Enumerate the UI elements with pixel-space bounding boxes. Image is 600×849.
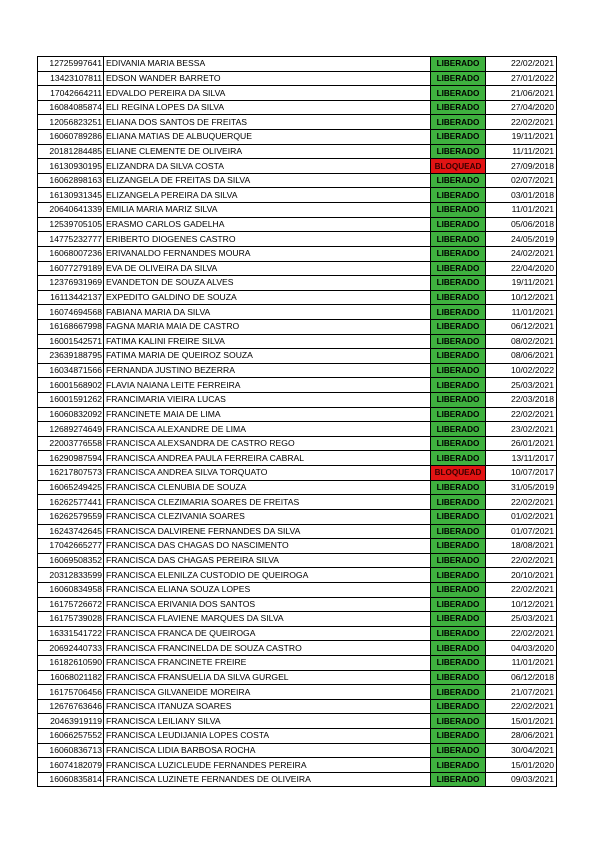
id-cell: 12725997641 [38,57,104,72]
table-row [38,772,557,787]
name-cell: FRANCISCA ALEXANDRE DE LIMA [104,422,431,437]
date-cell: 22/03/2018 [486,393,557,408]
date-cell: 09/03/2021 [486,772,557,787]
name-cell: FRANCISCA ALEXSANDRA DE CASTRO REGO [104,436,431,451]
name-cell: FRANCISCA FRANSUELIA DA SILVA GURGEL [104,670,431,685]
table-row [38,612,557,627]
table-row [38,261,557,276]
status-cell: LIBERADO [431,495,486,510]
name-cell: FERNANDA JUSTINO BEZERRA [104,363,431,378]
status-cell: LIBERADO [431,524,486,539]
name-cell: FRANCISCA DAS CHAGAS DO NASCIMENTO [104,539,431,554]
id-cell: 16074182079 [38,758,104,773]
status-cell: LIBERADO [431,641,486,656]
status-cell: LIBERADO [431,626,486,641]
status-cell: LIBERADO [431,217,486,232]
status-cell: LIBERADO [431,670,486,685]
name-cell: ERIBERTO DIOGENES CASTRO [104,232,431,247]
id-cell: 16060836713 [38,743,104,758]
status-cell: LIBERADO [431,480,486,495]
id-cell: 16074694568 [38,305,104,320]
date-cell: 22/02/2021 [486,553,557,568]
name-cell: EMILIA MARIA MARIZ SILVA [104,203,431,218]
date-cell: 15/01/2021 [486,714,557,729]
date-cell: 22/04/2020 [486,261,557,276]
status-cell: LIBERADO [431,436,486,451]
name-cell: FLAVIA NAIANA LEITE FERREIRA [104,378,431,393]
id-cell: 12376931969 [38,276,104,291]
name-cell: FATIMA KALINI FREIRE SILVA [104,334,431,349]
table-row [38,495,557,510]
id-cell: 14775232777 [38,232,104,247]
date-cell: 10/07/2017 [486,466,557,481]
status-cell: LIBERADO [431,349,486,364]
id-cell: 16060789286 [38,130,104,145]
table-row [38,203,557,218]
date-cell: 22/02/2021 [486,495,557,510]
status-cell: LIBERADO [431,553,486,568]
name-cell: FRANCISCA LUZICLEUDE FERNANDES PEREIRA [104,758,431,773]
status-cell: LIBERADO [431,144,486,159]
id-cell: 16060835814 [38,772,104,787]
id-cell: 16290987594 [38,451,104,466]
id-cell: 23639188795 [38,349,104,364]
table-row [38,480,557,495]
table-row [38,378,557,393]
date-cell: 26/01/2021 [486,436,557,451]
id-cell: 16060834958 [38,582,104,597]
table-row [38,232,557,247]
status-cell: LIBERADO [431,261,486,276]
id-cell: 16262579559 [38,509,104,524]
name-cell: FATIMA MARIA DE QUEIROZ SOUZA [104,349,431,364]
status-cell: LIBERADO [431,509,486,524]
date-cell: 27/09/2018 [486,159,557,174]
status-cell: LIBERADO [431,232,486,247]
name-cell: FABIANA MARIA DA SILVA [104,305,431,320]
table-row [38,699,557,714]
status-cell: LIBERADO [431,539,486,554]
table-row [38,568,557,583]
date-cell: 25/03/2021 [486,378,557,393]
table-body [38,57,557,787]
date-cell: 11/11/2021 [486,144,557,159]
id-cell: 16001542571 [38,334,104,349]
date-cell: 06/12/2018 [486,670,557,685]
id-cell: 16034871566 [38,363,104,378]
id-cell: 12676763646 [38,699,104,714]
date-cell: 02/07/2021 [486,173,557,188]
id-cell: 12056823251 [38,115,104,130]
status-cell: LIBERADO [431,568,486,583]
name-cell: EDVALDO PEREIRA DA SILVA [104,86,431,101]
name-cell: FRANCIMARIA VIEIRA LUCAS [104,393,431,408]
table-row [38,188,557,203]
table-row [38,363,557,378]
id-cell: 16001591262 [38,393,104,408]
id-cell: 17042664211 [38,86,104,101]
table-row [38,626,557,641]
id-cell: 20463919119 [38,714,104,729]
table-row [38,144,557,159]
name-cell: FRANCISCA LIDIA BARBOSA ROCHA [104,743,431,758]
date-cell: 27/01/2022 [486,71,557,86]
date-cell: 20/10/2021 [486,568,557,583]
id-cell: 16077279189 [38,261,104,276]
date-cell: 10/12/2021 [486,597,557,612]
status-cell: LIBERADO [431,305,486,320]
table-row [38,393,557,408]
id-cell: 20640641339 [38,203,104,218]
status-cell: LIBERADO [431,655,486,670]
table-row [38,597,557,612]
date-cell: 22/02/2021 [486,699,557,714]
date-cell: 22/02/2021 [486,582,557,597]
name-cell: ELIANE CLEMENTE DE OLIVEIRA [104,144,431,159]
name-cell: ERASMO CARLOS GADELHA [104,217,431,232]
date-cell: 22/02/2021 [486,115,557,130]
date-cell: 18/08/2021 [486,539,557,554]
status-cell: LIBERADO [431,699,486,714]
date-cell: 01/02/2021 [486,509,557,524]
name-cell: FRANCISCA ELIANA SOUZA LOPES [104,582,431,597]
status-cell: LIBERADO [431,173,486,188]
id-cell: 17042665277 [38,539,104,554]
status-cell: LIBERADO [431,714,486,729]
status-cell: LIBERADO [431,188,486,203]
date-cell: 22/02/2021 [486,626,557,641]
id-cell: 20312833599 [38,568,104,583]
status-cell: LIBERADO [431,363,486,378]
id-cell: 16066257552 [38,729,104,744]
id-cell: 16065249425 [38,480,104,495]
table-row [38,86,557,101]
status-cell: LIBERADO [431,130,486,145]
name-cell: FRANCISCA ELENILZA CUSTODIO DE QUEIROGA [104,568,431,583]
status-cell: LIBERADO [431,597,486,612]
table-row [38,173,557,188]
date-cell: 15/01/2020 [486,758,557,773]
name-cell: EDIVANIA MARIA BESSA [104,57,431,72]
status-cell: LIBERADO [431,772,486,787]
date-cell: 25/03/2021 [486,612,557,627]
name-cell: FRANCISCA DAS CHAGAS PEREIRA SILVA [104,553,431,568]
table-row [38,130,557,145]
table-row [38,743,557,758]
date-cell: 13/11/2017 [486,451,557,466]
name-cell: ELIANA MATIAS DE ALBUQUERQUE [104,130,431,145]
status-cell: LIBERADO [431,393,486,408]
name-cell: FRANCISCA CLEZIVANIA SOARES [104,509,431,524]
status-cell: LIBERADO [431,86,486,101]
name-cell: EVA DE OLIVEIRA DA SILVA [104,261,431,276]
date-cell: 03/01/2018 [486,188,557,203]
date-cell: 27/04/2020 [486,100,557,115]
id-cell: 16069508352 [38,553,104,568]
name-cell: FRANCISCA FLAVIENE MARQUES DA SILVA [104,612,431,627]
name-cell: ELIZANDRA DA SILVA COSTA [104,159,431,174]
status-cell: LIBERADO [431,246,486,261]
status-cell: LIBERADO [431,290,486,305]
status-cell: LIBERADO [431,685,486,700]
name-cell: FRANCISCA ERIVANIA DOS SANTOS [104,597,431,612]
table-row [38,305,557,320]
name-cell: FRANCISCA LEUDIJANIA LOPES COSTA [104,729,431,744]
status-cell: LIBERADO [431,71,486,86]
id-cell: 20181284485 [38,144,104,159]
id-cell: 16001568902 [38,378,104,393]
date-cell: 06/12/2021 [486,319,557,334]
status-cell: LIBERADO [431,115,486,130]
status-cell: LIBERADO [431,422,486,437]
status-cell: LIBERADO [431,319,486,334]
id-cell: 16175739028 [38,612,104,627]
table-row [38,290,557,305]
table-row [38,349,557,364]
id-cell: 16068007236 [38,246,104,261]
status-cell: LIBERADO [431,100,486,115]
date-cell: 30/04/2021 [486,743,557,758]
date-cell: 21/06/2021 [486,86,557,101]
name-cell: ELIZANGELA PEREIRA DA SILVA [104,188,431,203]
date-cell: 10/12/2021 [486,290,557,305]
date-cell: 11/01/2021 [486,655,557,670]
id-cell: 16084085874 [38,100,104,115]
status-cell: LIBERADO [431,612,486,627]
id-cell: 16262577441 [38,495,104,510]
id-cell: 20692440733 [38,641,104,656]
beneficiary-status-table [37,56,557,787]
date-cell: 31/05/2019 [486,480,557,495]
table-row [38,729,557,744]
name-cell: FRANCINETE MAIA DE LIMA [104,407,431,422]
id-cell: 16182610590 [38,655,104,670]
table-row [38,276,557,291]
table-row [38,319,557,334]
table-row [38,509,557,524]
table-row [38,641,557,656]
table-row [38,217,557,232]
status-cell: LIBERADO [431,203,486,218]
date-cell: 24/05/2019 [486,232,557,247]
table-row [38,100,557,115]
table-row [38,71,557,86]
table-row [38,334,557,349]
date-cell: 22/02/2021 [486,57,557,72]
date-cell: 01/07/2021 [486,524,557,539]
name-cell: FRANCISCA LEILIANY SILVA [104,714,431,729]
table-row [38,57,557,72]
table-row [38,685,557,700]
table-row [38,159,557,174]
table-row [38,655,557,670]
name-cell: FRANCISCA ANDREA SILVA TORQUATO [104,466,431,481]
date-cell: 10/02/2022 [486,363,557,378]
name-cell: FRANCISCA FRANCINETE FREIRE [104,655,431,670]
id-cell: 12689274649 [38,422,104,437]
name-cell: FRANCISCA CLENUBIA DE SOUZA [104,480,431,495]
status-cell: LIBERADO [431,451,486,466]
name-cell: EDSON WANDER BARRETO [104,71,431,86]
id-cell: 16217807573 [38,466,104,481]
name-cell: FRANCISCA ANDREA PAULA FERREIRA CABRAL [104,451,431,466]
name-cell: ELI REGINA LOPES DA SILVA [104,100,431,115]
name-cell: ELIZANGELA DE FREITAS DA SILVA [104,173,431,188]
date-cell: 19/11/2021 [486,130,557,145]
id-cell: 16243742645 [38,524,104,539]
id-cell: 16175706456 [38,685,104,700]
name-cell: FRANCISCA DALVIRENE FERNANDES DA SILVA [104,524,431,539]
id-cell: 22003776558 [38,436,104,451]
name-cell: FAGNA MARIA MAIA DE CASTRO [104,319,431,334]
id-cell: 16331541722 [38,626,104,641]
name-cell: FRANCISCA LUZINETE FERNANDES DE OLIVEIRA [104,772,431,787]
status-cell: BLOQUEAD [431,159,486,174]
date-cell: 08/06/2021 [486,349,557,364]
name-cell: ERIVANALDO FERNANDES MOURA [104,246,431,261]
date-cell: 04/03/2020 [486,641,557,656]
table-row [38,582,557,597]
status-cell: BLOQUEAD [431,466,486,481]
table-row [38,115,557,130]
table-row [38,758,557,773]
name-cell: ELIANA DOS SANTOS DE FREITAS [104,115,431,130]
date-cell: 22/02/2021 [486,407,557,422]
status-cell: LIBERADO [431,729,486,744]
date-cell: 08/02/2021 [486,334,557,349]
status-cell: LIBERADO [431,57,486,72]
id-cell: 16168667998 [38,319,104,334]
date-cell: 21/07/2021 [486,685,557,700]
status-cell: LIBERADO [431,378,486,393]
date-cell: 11/01/2021 [486,305,557,320]
name-cell: FRANCISCA CLEZIMARIA SOARES DE FREITAS [104,495,431,510]
id-cell: 16060832092 [38,407,104,422]
date-cell: 28/06/2021 [486,729,557,744]
date-cell: 05/06/2018 [486,217,557,232]
name-cell: FRANCISCA GILVANEIDE MOREIRA [104,685,431,700]
status-cell: LIBERADO [431,407,486,422]
id-cell: 13423107811 [38,71,104,86]
id-cell: 16175726672 [38,597,104,612]
table-row [38,670,557,685]
date-cell: 11/01/2021 [486,203,557,218]
table-row [38,436,557,451]
date-cell: 24/02/2021 [486,246,557,261]
table-row [38,407,557,422]
status-cell: LIBERADO [431,582,486,597]
id-cell: 16130930195 [38,159,104,174]
status-cell: LIBERADO [431,276,486,291]
id-cell: 16062898163 [38,173,104,188]
id-cell: 16130931345 [38,188,104,203]
table-row [38,422,557,437]
name-cell: FRANCISCA FRANCA DE QUEIROGA [104,626,431,641]
name-cell: EXPEDITO GALDINO DE SOUZA [104,290,431,305]
table-row [38,451,557,466]
name-cell: FRANCISCA ITANUZA SOARES [104,699,431,714]
id-cell: 12539705105 [38,217,104,232]
date-cell: 23/02/2021 [486,422,557,437]
id-cell: 16113442137 [38,290,104,305]
table-row [38,539,557,554]
name-cell: EVANDETON DE SOUZA ALVES [104,276,431,291]
status-cell: LIBERADO [431,758,486,773]
date-cell: 19/11/2021 [486,276,557,291]
table-row [38,466,557,481]
table-row [38,524,557,539]
table-row [38,553,557,568]
table-row [38,714,557,729]
id-cell: 16068021182 [38,670,104,685]
status-cell: LIBERADO [431,334,486,349]
name-cell: FRANCISCA FRANCINELDA DE SOUZA CASTRO [104,641,431,656]
table-row [38,246,557,261]
status-cell: LIBERADO [431,743,486,758]
